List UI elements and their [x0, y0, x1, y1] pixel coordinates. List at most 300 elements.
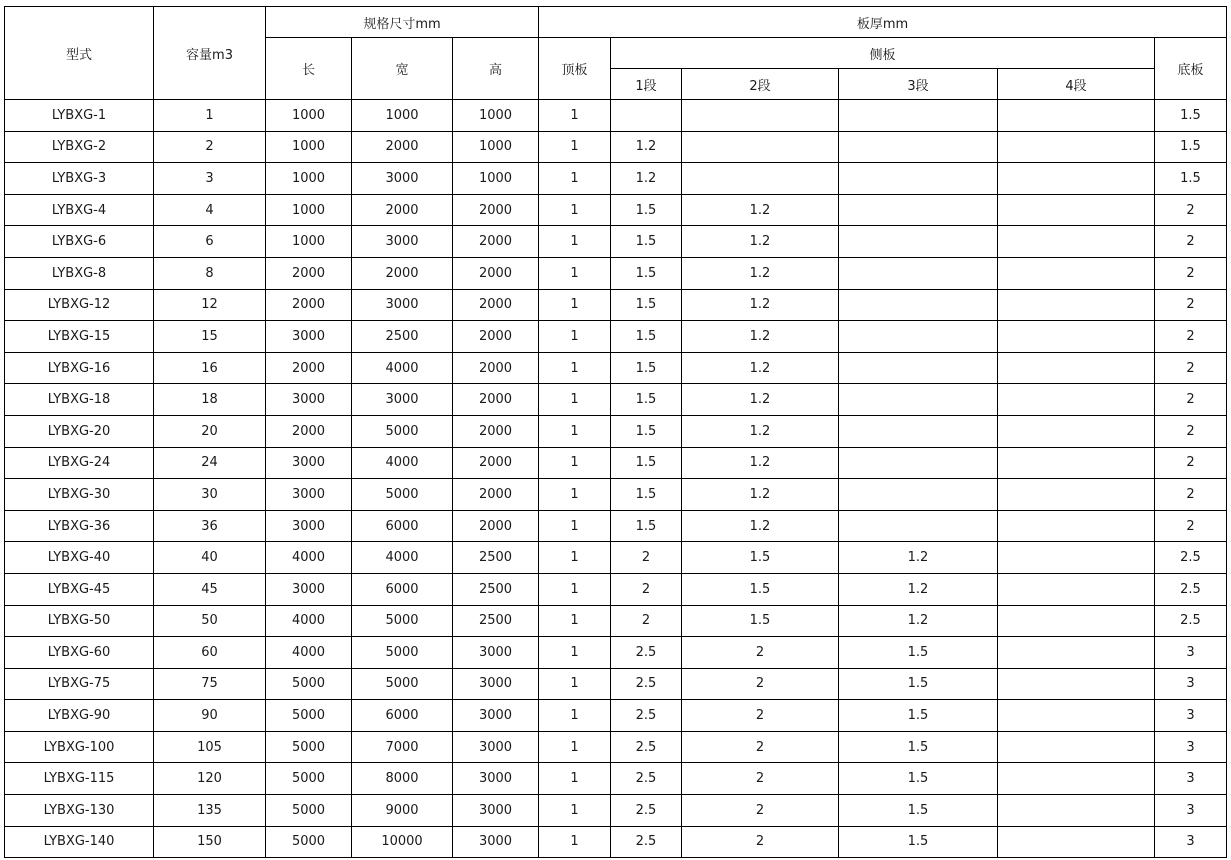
seg4-cell — [998, 352, 1155, 384]
seg2-cell: 1.2 — [682, 289, 839, 321]
top-plate-cell: 1 — [539, 131, 611, 163]
seg2-cell: 2 — [682, 826, 839, 858]
bottom-plate-cell: 2 — [1155, 321, 1227, 353]
table-row — [5, 479, 1227, 511]
bottom-plate-cell: 2 — [1155, 194, 1227, 226]
top-plate-cell: 1 — [539, 510, 611, 542]
top-plate-cell: 1 — [539, 637, 611, 669]
top-plate-cell: 1 — [539, 163, 611, 195]
height-cell: 2500 — [453, 573, 539, 605]
model-cell: LYBXG-140 — [5, 826, 154, 858]
top-plate-cell: 1 — [539, 542, 611, 574]
width-cell: 3000 — [352, 384, 453, 416]
seg4-cell — [998, 605, 1155, 637]
table-row — [5, 100, 1227, 132]
seg4-cell — [998, 447, 1155, 479]
seg1-cell: 2.5 — [611, 731, 682, 763]
width-cell: 5000 — [352, 605, 453, 637]
top-plate-cell: 1 — [539, 384, 611, 416]
seg4-cell — [998, 731, 1155, 763]
table-row — [5, 447, 1227, 479]
width-cell: 2000 — [352, 194, 453, 226]
capacity-cell: 24 — [154, 447, 266, 479]
length-cell: 5000 — [266, 731, 352, 763]
model-cell: LYBXG-18 — [5, 384, 154, 416]
seg4-cell — [998, 795, 1155, 827]
height-cell: 1000 — [453, 131, 539, 163]
seg3-cell — [839, 131, 998, 163]
model-cell: LYBXG-75 — [5, 668, 154, 700]
table-row — [5, 731, 1227, 763]
bottom-plate-cell: 2 — [1155, 352, 1227, 384]
model-cell: LYBXG-45 — [5, 573, 154, 605]
width-cell: 6000 — [352, 573, 453, 605]
height-cell: 2000 — [453, 384, 539, 416]
capacity-cell: 12 — [154, 289, 266, 321]
seg2-cell: 1.2 — [682, 257, 839, 289]
height-cell: 3000 — [453, 637, 539, 669]
width-cell: 2000 — [352, 131, 453, 163]
bottom-plate-cell: 2 — [1155, 447, 1227, 479]
width-cell: 6000 — [352, 510, 453, 542]
table-row — [5, 257, 1227, 289]
seg1-cell: 2.5 — [611, 637, 682, 669]
seg2-cell: 2 — [682, 668, 839, 700]
header-capacity: 容量m3 — [154, 7, 266, 100]
seg1-cell: 1.5 — [611, 384, 682, 416]
seg3-cell — [839, 194, 998, 226]
seg2-cell: 1.2 — [682, 415, 839, 447]
seg2-cell: 1.2 — [682, 510, 839, 542]
width-cell: 4000 — [352, 447, 453, 479]
length-cell: 3000 — [266, 321, 352, 353]
seg4-cell — [998, 700, 1155, 732]
seg2-cell — [682, 100, 839, 132]
length-cell: 1000 — [266, 131, 352, 163]
seg3-cell: 1.2 — [839, 542, 998, 574]
seg3-cell: 1.5 — [839, 763, 998, 795]
model-cell: LYBXG-20 — [5, 415, 154, 447]
length-cell: 3000 — [266, 573, 352, 605]
header-bottom-plate: 底板 — [1155, 38, 1227, 100]
capacity-cell: 3 — [154, 163, 266, 195]
top-plate-cell: 1 — [539, 194, 611, 226]
height-cell: 3000 — [453, 700, 539, 732]
height-cell: 2000 — [453, 257, 539, 289]
seg4-cell — [998, 163, 1155, 195]
model-cell: LYBXG-30 — [5, 479, 154, 511]
table-row — [5, 605, 1227, 637]
seg3-cell — [839, 479, 998, 511]
seg4-cell — [998, 826, 1155, 858]
bottom-plate-cell: 3 — [1155, 700, 1227, 732]
seg3-cell — [839, 415, 998, 447]
bottom-plate-cell: 2.5 — [1155, 573, 1227, 605]
bottom-plate-cell: 2 — [1155, 510, 1227, 542]
seg1-cell: 1.5 — [611, 226, 682, 258]
bottom-plate-cell: 2.5 — [1155, 605, 1227, 637]
header-side-plate-group: 侧板 — [611, 38, 1155, 69]
width-cell: 6000 — [352, 700, 453, 732]
capacity-cell: 150 — [154, 826, 266, 858]
height-cell: 2000 — [453, 415, 539, 447]
table-row — [5, 795, 1227, 827]
width-cell: 7000 — [352, 731, 453, 763]
model-cell: LYBXG-36 — [5, 510, 154, 542]
seg4-cell — [998, 542, 1155, 574]
seg4-cell — [998, 384, 1155, 416]
seg3-cell — [839, 257, 998, 289]
seg4-cell — [998, 763, 1155, 795]
table-row — [5, 321, 1227, 353]
width-cell: 2500 — [352, 321, 453, 353]
seg4-cell — [998, 510, 1155, 542]
model-cell: LYBXG-100 — [5, 731, 154, 763]
seg2-cell — [682, 131, 839, 163]
seg2-cell: 1.2 — [682, 352, 839, 384]
table-header — [5, 7, 1227, 100]
model-cell: LYBXG-40 — [5, 542, 154, 574]
top-plate-cell: 1 — [539, 257, 611, 289]
header-seg2: 2段 — [682, 69, 839, 100]
height-cell: 3000 — [453, 763, 539, 795]
capacity-cell: 60 — [154, 637, 266, 669]
top-plate-cell: 1 — [539, 226, 611, 258]
length-cell: 3000 — [266, 510, 352, 542]
seg2-cell: 1.2 — [682, 384, 839, 416]
capacity-cell: 75 — [154, 668, 266, 700]
seg4-cell — [998, 573, 1155, 605]
seg2-cell — [682, 163, 839, 195]
height-cell: 2000 — [453, 289, 539, 321]
seg3-cell: 1.5 — [839, 668, 998, 700]
seg2-cell: 1.2 — [682, 447, 839, 479]
capacity-cell: 90 — [154, 700, 266, 732]
model-cell: LYBXG-3 — [5, 163, 154, 195]
table-row — [5, 637, 1227, 669]
seg3-cell — [839, 321, 998, 353]
model-cell: LYBXG-1 — [5, 100, 154, 132]
model-cell: LYBXG-130 — [5, 795, 154, 827]
height-cell: 1000 — [453, 100, 539, 132]
table-row — [5, 415, 1227, 447]
height-cell: 2500 — [453, 605, 539, 637]
seg3-cell: 1.5 — [839, 731, 998, 763]
seg2-cell: 1.5 — [682, 542, 839, 574]
height-cell: 3000 — [453, 668, 539, 700]
bottom-plate-cell: 3 — [1155, 795, 1227, 827]
seg1-cell: 1.5 — [611, 194, 682, 226]
top-plate-cell: 1 — [539, 289, 611, 321]
length-cell: 2000 — [266, 289, 352, 321]
bottom-plate-cell: 3 — [1155, 637, 1227, 669]
model-cell: LYBXG-6 — [5, 226, 154, 258]
height-cell: 1000 — [453, 163, 539, 195]
top-plate-cell: 1 — [539, 826, 611, 858]
width-cell: 5000 — [352, 479, 453, 511]
seg2-cell: 2 — [682, 637, 839, 669]
seg3-cell: 1.5 — [839, 700, 998, 732]
top-plate-cell: 1 — [539, 668, 611, 700]
seg3-cell: 1.5 — [839, 637, 998, 669]
capacity-cell: 6 — [154, 226, 266, 258]
table-row — [5, 163, 1227, 195]
top-plate-cell: 1 — [539, 321, 611, 353]
width-cell: 3000 — [352, 289, 453, 321]
table-row — [5, 763, 1227, 795]
bottom-plate-cell: 1.5 — [1155, 100, 1227, 132]
bottom-plate-cell: 3 — [1155, 731, 1227, 763]
model-cell: LYBXG-90 — [5, 700, 154, 732]
bottom-plate-cell: 2 — [1155, 289, 1227, 321]
seg4-cell — [998, 100, 1155, 132]
header-seg1: 1段 — [611, 69, 682, 100]
length-cell: 3000 — [266, 447, 352, 479]
seg2-cell: 2 — [682, 731, 839, 763]
seg1-cell: 1.5 — [611, 257, 682, 289]
height-cell: 3000 — [453, 826, 539, 858]
length-cell: 2000 — [266, 415, 352, 447]
length-cell: 5000 — [266, 763, 352, 795]
height-cell: 2500 — [453, 542, 539, 574]
seg4-cell — [998, 226, 1155, 258]
seg2-cell: 1.5 — [682, 573, 839, 605]
capacity-cell: 120 — [154, 763, 266, 795]
length-cell: 5000 — [266, 700, 352, 732]
capacity-cell: 8 — [154, 257, 266, 289]
seg1-cell: 2.5 — [611, 763, 682, 795]
seg2-cell: 2 — [682, 763, 839, 795]
header-spec-group: 规格尺寸mm — [266, 7, 539, 38]
top-plate-cell: 1 — [539, 763, 611, 795]
width-cell: 4000 — [352, 542, 453, 574]
width-cell: 2000 — [352, 257, 453, 289]
bottom-plate-cell: 2 — [1155, 415, 1227, 447]
capacity-cell: 135 — [154, 795, 266, 827]
seg3-cell — [839, 100, 998, 132]
table-row — [5, 131, 1227, 163]
seg1-cell: 1.5 — [611, 415, 682, 447]
seg4-cell — [998, 131, 1155, 163]
capacity-cell: 15 — [154, 321, 266, 353]
length-cell: 1000 — [266, 163, 352, 195]
capacity-cell: 4 — [154, 194, 266, 226]
top-plate-cell: 1 — [539, 573, 611, 605]
model-cell: LYBXG-50 — [5, 605, 154, 637]
bottom-plate-cell: 3 — [1155, 668, 1227, 700]
table-row — [5, 384, 1227, 416]
header-height: 高 — [453, 38, 539, 100]
capacity-cell: 45 — [154, 573, 266, 605]
capacity-cell: 16 — [154, 352, 266, 384]
length-cell: 1000 — [266, 226, 352, 258]
model-cell: LYBXG-24 — [5, 447, 154, 479]
length-cell: 2000 — [266, 257, 352, 289]
seg3-cell — [839, 289, 998, 321]
length-cell: 4000 — [266, 605, 352, 637]
capacity-cell: 36 — [154, 510, 266, 542]
seg2-cell: 1.2 — [682, 479, 839, 511]
capacity-cell: 2 — [154, 131, 266, 163]
capacity-cell: 20 — [154, 415, 266, 447]
model-cell: LYBXG-16 — [5, 352, 154, 384]
height-cell: 3000 — [453, 731, 539, 763]
top-plate-cell: 1 — [539, 447, 611, 479]
seg2-cell: 1.2 — [682, 226, 839, 258]
length-cell: 1000 — [266, 194, 352, 226]
top-plate-cell: 1 — [539, 479, 611, 511]
bottom-plate-cell: 2 — [1155, 257, 1227, 289]
seg3-cell — [839, 352, 998, 384]
capacity-cell: 30 — [154, 479, 266, 511]
seg1-cell: 1.2 — [611, 163, 682, 195]
seg2-cell: 1.2 — [682, 321, 839, 353]
top-plate-cell: 1 — [539, 700, 611, 732]
header-seg3: 3段 — [839, 69, 998, 100]
seg3-cell: 1.5 — [839, 795, 998, 827]
table-row — [5, 573, 1227, 605]
model-cell: LYBXG-2 — [5, 131, 154, 163]
table-body — [5, 100, 1227, 858]
table-row — [5, 194, 1227, 226]
width-cell: 5000 — [352, 415, 453, 447]
seg3-cell: 1.2 — [839, 573, 998, 605]
table-row — [5, 542, 1227, 574]
width-cell: 5000 — [352, 637, 453, 669]
width-cell: 8000 — [352, 763, 453, 795]
capacity-cell: 105 — [154, 731, 266, 763]
length-cell: 4000 — [266, 542, 352, 574]
bottom-plate-cell: 1.5 — [1155, 163, 1227, 195]
model-cell: LYBXG-60 — [5, 637, 154, 669]
length-cell: 5000 — [266, 668, 352, 700]
seg4-cell — [998, 637, 1155, 669]
top-plate-cell: 1 — [539, 795, 611, 827]
capacity-cell: 40 — [154, 542, 266, 574]
bottom-plate-cell: 3 — [1155, 826, 1227, 858]
header-top-plate: 顶板 — [539, 38, 611, 100]
model-cell: LYBXG-4 — [5, 194, 154, 226]
height-cell: 2000 — [453, 447, 539, 479]
seg4-cell — [998, 415, 1155, 447]
bottom-plate-cell: 2 — [1155, 479, 1227, 511]
seg3-cell — [839, 447, 998, 479]
seg3-cell: 1.5 — [839, 826, 998, 858]
spec-table — [4, 6, 1227, 858]
seg1-cell — [611, 100, 682, 132]
top-plate-cell: 1 — [539, 605, 611, 637]
table-row — [5, 826, 1227, 858]
seg3-cell — [839, 384, 998, 416]
capacity-cell: 50 — [154, 605, 266, 637]
top-plate-cell: 1 — [539, 100, 611, 132]
seg3-cell: 1.2 — [839, 605, 998, 637]
width-cell: 10000 — [352, 826, 453, 858]
height-cell: 2000 — [453, 479, 539, 511]
seg1-cell: 1.5 — [611, 447, 682, 479]
seg2-cell: 2 — [682, 700, 839, 732]
seg1-cell: 2 — [611, 605, 682, 637]
height-cell: 2000 — [453, 352, 539, 384]
header-length: 长 — [266, 38, 352, 100]
seg4-cell — [998, 479, 1155, 511]
height-cell: 2000 — [453, 194, 539, 226]
seg1-cell: 2 — [611, 573, 682, 605]
seg1-cell: 1.5 — [611, 352, 682, 384]
table-row — [5, 668, 1227, 700]
capacity-cell: 18 — [154, 384, 266, 416]
model-cell: LYBXG-8 — [5, 257, 154, 289]
length-cell: 1000 — [266, 100, 352, 132]
table-row — [5, 289, 1227, 321]
seg4-cell — [998, 194, 1155, 226]
seg3-cell — [839, 226, 998, 258]
model-cell: LYBXG-12 — [5, 289, 154, 321]
width-cell: 1000 — [352, 100, 453, 132]
bottom-plate-cell: 2 — [1155, 226, 1227, 258]
length-cell: 5000 — [266, 826, 352, 858]
table-row — [5, 226, 1227, 258]
seg1-cell: 1.2 — [611, 131, 682, 163]
length-cell: 3000 — [266, 479, 352, 511]
seg4-cell — [998, 289, 1155, 321]
top-plate-cell: 1 — [539, 352, 611, 384]
table-row — [5, 352, 1227, 384]
seg1-cell: 1.5 — [611, 321, 682, 353]
seg1-cell: 2.5 — [611, 668, 682, 700]
bottom-plate-cell: 1.5 — [1155, 131, 1227, 163]
header-model: 型式 — [5, 7, 154, 100]
bottom-plate-cell: 3 — [1155, 763, 1227, 795]
width-cell: 5000 — [352, 668, 453, 700]
length-cell: 2000 — [266, 352, 352, 384]
seg1-cell: 1.5 — [611, 510, 682, 542]
seg1-cell: 2.5 — [611, 795, 682, 827]
table-row — [5, 510, 1227, 542]
header-width: 宽 — [352, 38, 453, 100]
header-seg4: 4段 — [998, 69, 1155, 100]
bottom-plate-cell: 2 — [1155, 384, 1227, 416]
seg4-cell — [998, 668, 1155, 700]
width-cell: 3000 — [352, 226, 453, 258]
seg4-cell — [998, 321, 1155, 353]
height-cell: 2000 — [453, 226, 539, 258]
seg1-cell: 1.5 — [611, 479, 682, 511]
model-cell: LYBXG-115 — [5, 763, 154, 795]
width-cell: 4000 — [352, 352, 453, 384]
length-cell: 5000 — [266, 795, 352, 827]
height-cell: 2000 — [453, 510, 539, 542]
width-cell: 3000 — [352, 163, 453, 195]
model-cell: LYBXG-15 — [5, 321, 154, 353]
seg3-cell — [839, 163, 998, 195]
seg4-cell — [998, 257, 1155, 289]
length-cell: 4000 — [266, 637, 352, 669]
seg2-cell: 1.5 — [682, 605, 839, 637]
seg1-cell: 1.5 — [611, 289, 682, 321]
bottom-plate-cell: 2.5 — [1155, 542, 1227, 574]
seg2-cell: 1.2 — [682, 194, 839, 226]
header-thickness-group: 板厚mm — [539, 7, 1227, 38]
seg1-cell: 2.5 — [611, 700, 682, 732]
length-cell: 3000 — [266, 384, 352, 416]
width-cell: 9000 — [352, 795, 453, 827]
capacity-cell: 1 — [154, 100, 266, 132]
top-plate-cell: 1 — [539, 731, 611, 763]
seg3-cell — [839, 510, 998, 542]
table-row — [5, 700, 1227, 732]
height-cell: 2000 — [453, 321, 539, 353]
